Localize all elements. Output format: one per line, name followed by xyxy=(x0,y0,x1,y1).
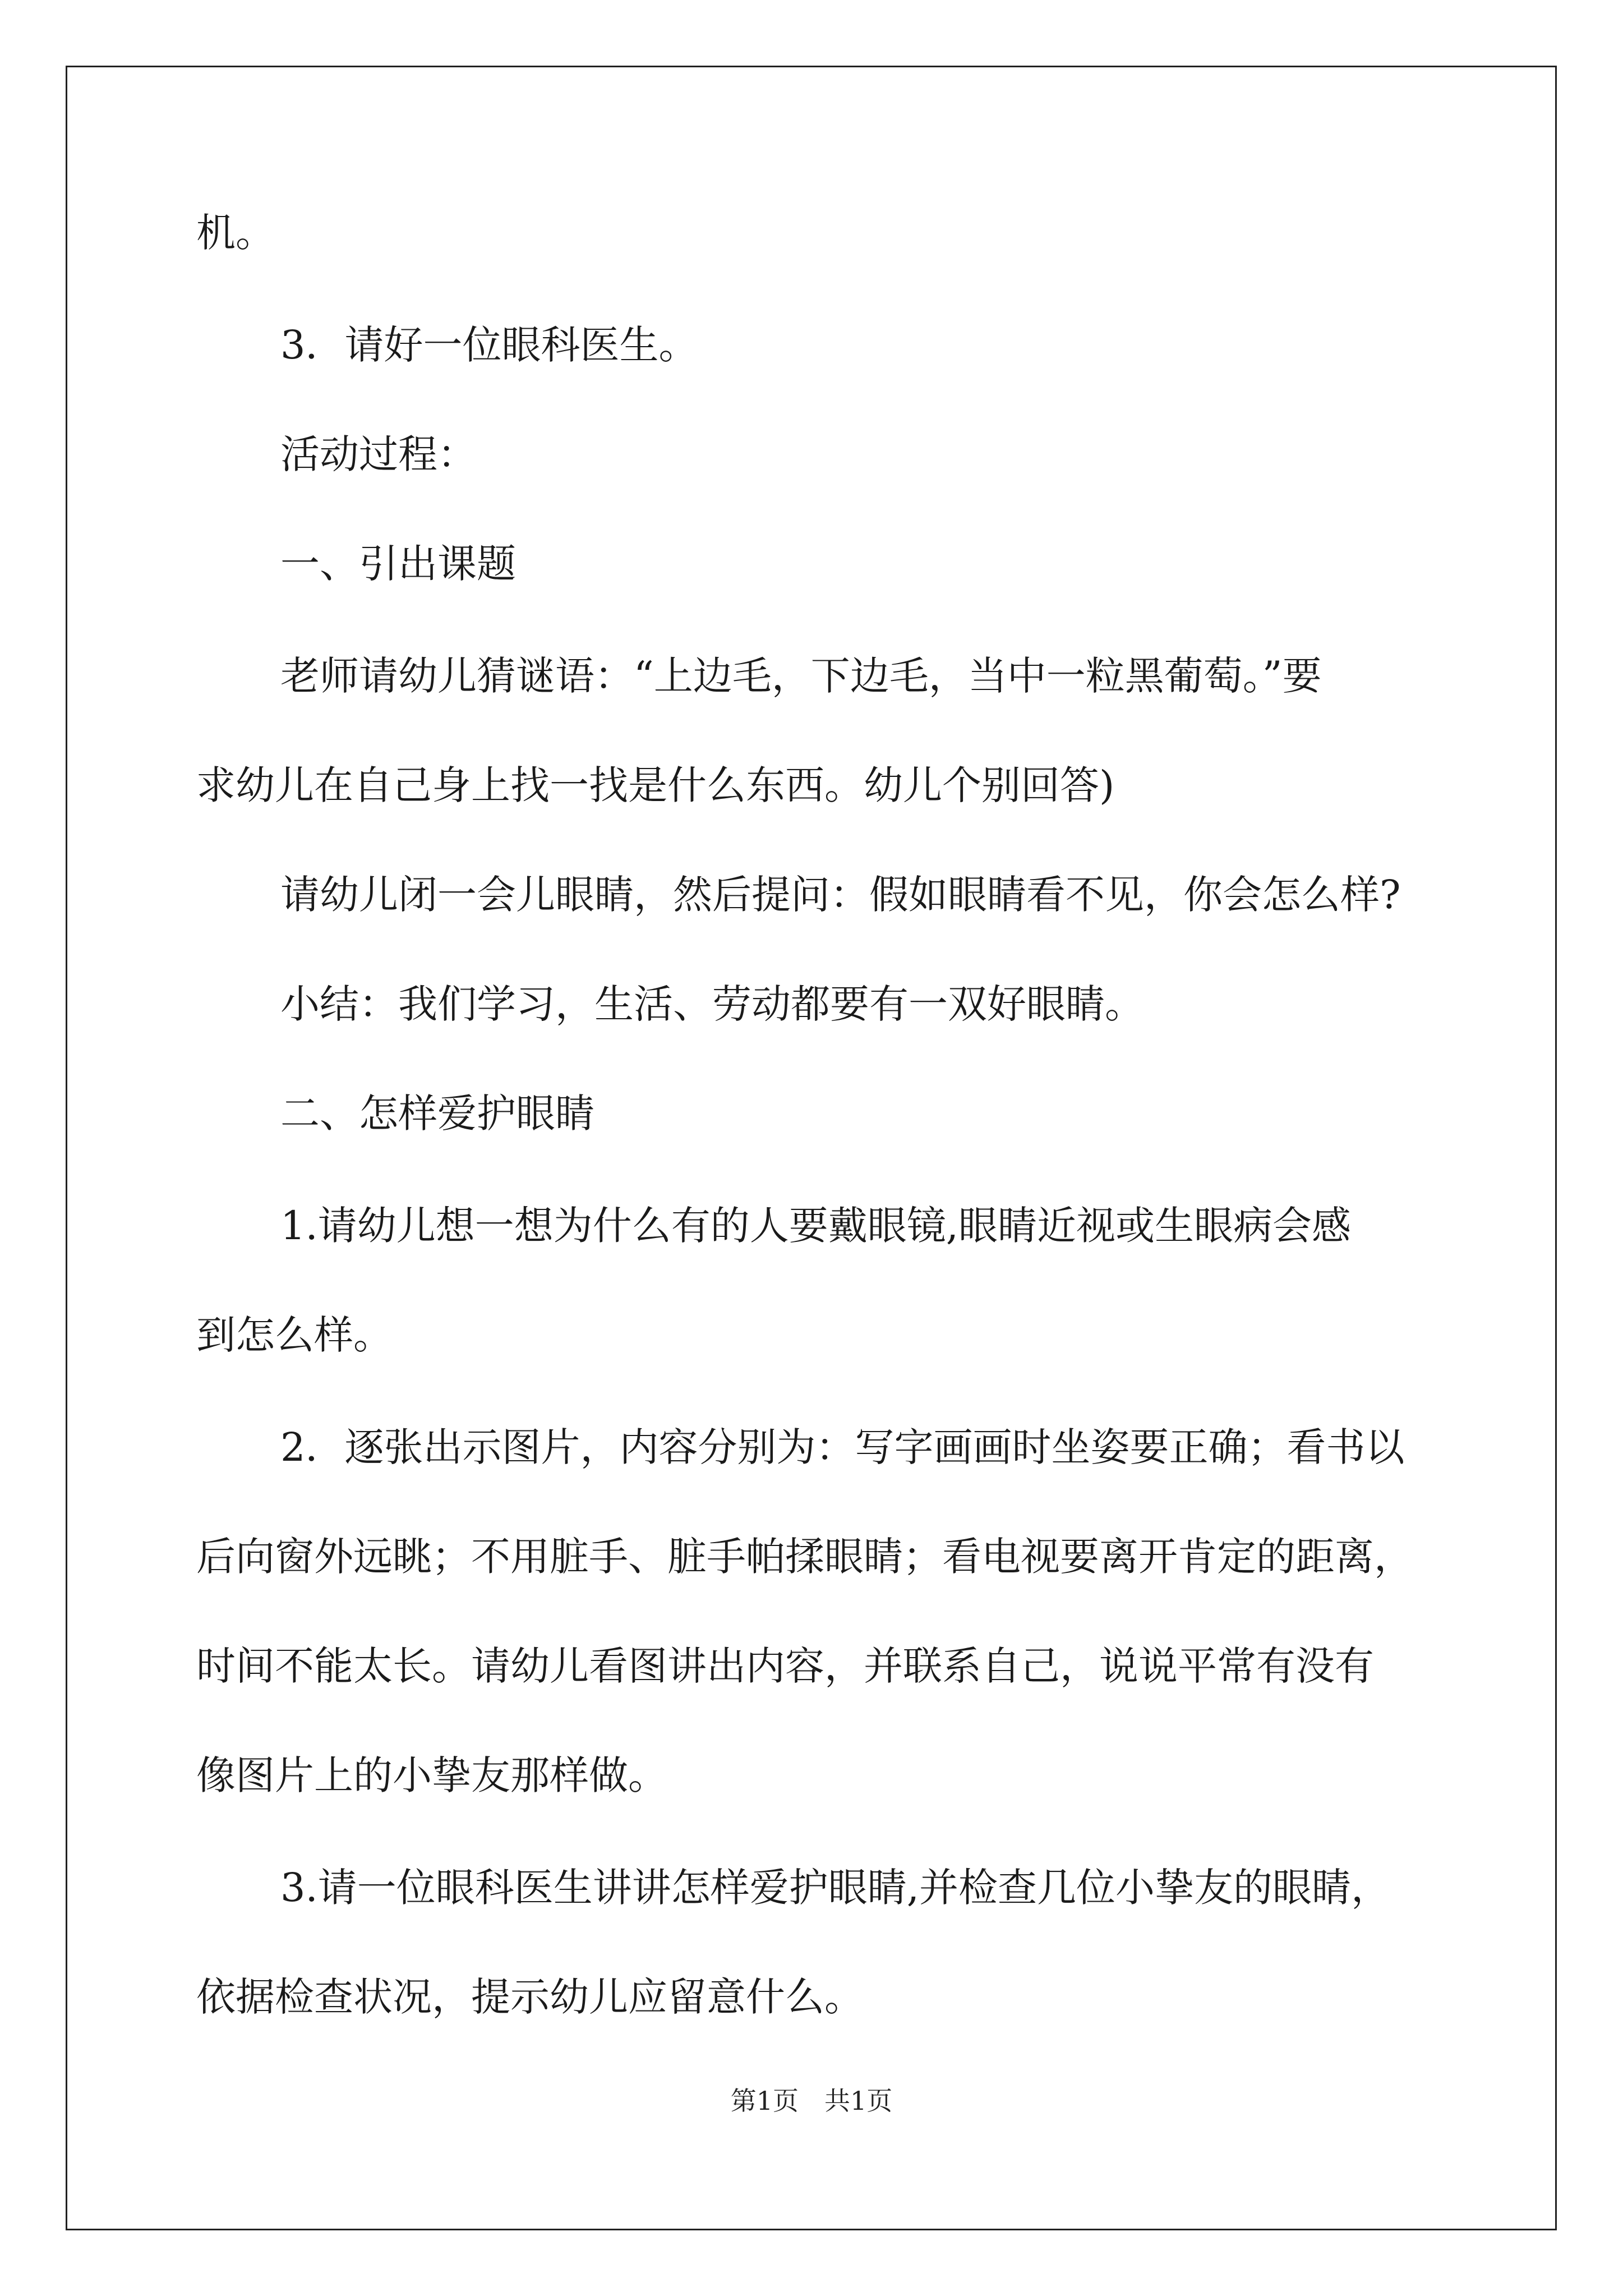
paragraph-line: 机。 xyxy=(196,210,275,256)
paragraph-line: 2．逐张出示图片，内容分别为：写字画画时坐姿要正确；看书以 xyxy=(280,1424,1405,1470)
paragraph-line: 时间不能太长。请幼儿看图讲出内容，并联系自己，说说平常有没有 xyxy=(196,1643,1374,1689)
page-number-footer: 第1页 共1页 xyxy=(730,2086,893,2116)
paragraph-line: 3.请一位眼科医生讲讲怎样爱护眼睛,并检查几位小挚友的眼睛， xyxy=(280,1865,1391,1911)
paragraph-line: 1.请幼儿想一想为什么有的人要戴眼镜,眼睛近视或生眼病会感 xyxy=(280,1203,1352,1249)
paragraph-line: 小结：我们学习，生活、劳动都要有一双好眼睛。 xyxy=(280,981,1144,1027)
paragraph-line: 活动过程： xyxy=(280,431,477,477)
section-heading: 一、引出课题 xyxy=(280,541,516,587)
paragraph-line: 依据检查状况，提示幼儿应留意什么。 xyxy=(196,1974,864,2020)
paragraph-line: 3．请好一位眼科医生。 xyxy=(280,322,698,368)
paragraph-line: 求幼儿在自己身上找一找是什么东西。幼儿个别回答) xyxy=(196,762,1115,808)
paragraph-line: 到怎么样。 xyxy=(196,1312,393,1358)
paragraph-line: 老师请幼儿猜谜语：“上边毛，下边毛，当中一粒黑葡萄。”要 xyxy=(280,653,1322,699)
section-heading: 二、怎样爱护眼睛 xyxy=(280,1091,594,1137)
paragraph-line: 请幼儿闭一会儿眼睛，然后提问：假如眼睛看不见，你会怎么样? xyxy=(280,872,1401,918)
paragraph-line: 后向窗外远眺；不用脏手、脏手帕揉眼睛；看电视要离开肯定的距离， xyxy=(196,1534,1413,1580)
paragraph-line: 像图片上的小挚友那样做。 xyxy=(196,1752,667,1798)
